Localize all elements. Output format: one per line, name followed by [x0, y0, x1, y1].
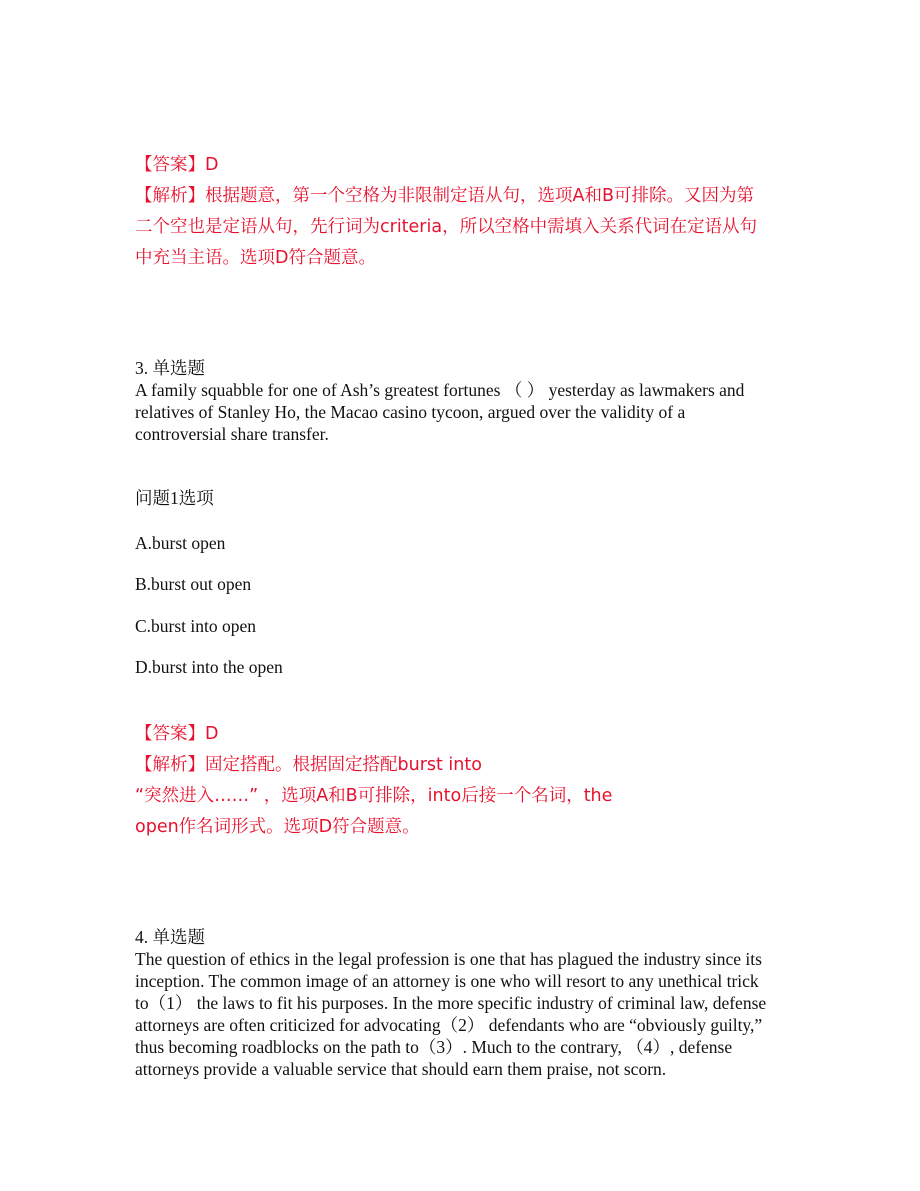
- q3-stem-line-3: controversial share transfer.: [135, 424, 329, 444]
- q2-answer-section: [135, 150, 795, 274]
- q4-question-section: [135, 926, 795, 1080]
- q3-analysis-line-2: “突然进入……” ，选项A和B可排除，into后接一个名词，the: [135, 786, 613, 806]
- q4-heading: 4. 单选题: [135, 927, 205, 947]
- q3-answer-section: [135, 719, 795, 843]
- q4-stem-line-2: inception. The common image of an attorney is one who will resort to any unethical trick: [135, 971, 759, 991]
- q4-stem-line-5: thus becoming roadblocks on the path to（3）. Much to the contrary, （4）, defense: [135, 1037, 733, 1057]
- q4-stem-line-1: The question of ethics in the legal profession is one that has plagued the industry since its: [135, 949, 762, 969]
- q2-analysis-line-3: 中充当主语。选项D符合题意。: [135, 248, 376, 268]
- q3-option-d[interactable]: D.burst into the open: [135, 657, 283, 677]
- q2-analysis-line-1: 【解析】根据题意，第一个空格为非限制定语从句，选项A和B可排除。又因为第: [135, 186, 754, 206]
- q3-stem-line-1: A family squabble for one of Ash’s greatest fortunes （ ） yesterday as lawmakers and: [135, 380, 745, 400]
- q3-option-a[interactable]: A.burst open: [135, 533, 226, 553]
- q3-answer: 【答案】D: [135, 724, 219, 744]
- q4-stem-line-4: attorneys are often criticized for advocating（2） defendants who are “obviously guilty,”: [135, 1015, 763, 1035]
- q3-analysis-line-1: 【解析】固定搭配。根据固定搭配burst into: [135, 755, 482, 775]
- q4-stem-line-3: to（1） the laws to fit his purposes. In the more specific industry of criminal law, defense: [135, 993, 767, 1013]
- q3-question-section: [135, 357, 795, 445]
- q3-heading: 3. 单选题: [135, 358, 205, 378]
- q3-stem-line-2: relatives of Stanley Ho, the Macao casino tycoon, argued over the validity of a: [135, 402, 686, 422]
- q3-analysis-line-3: open作名词形式。选项D符合题意。: [135, 817, 420, 837]
- q4-stem-line-6: attorneys provide a valuable service that should earn them praise, not scorn.: [135, 1059, 667, 1079]
- q2-analysis-line-2: 二个空也是定语从句，先行词为criteria，所以空格中需填入关系代词在定语从句: [135, 217, 758, 237]
- q3-option-b[interactable]: B.burst out open: [135, 574, 252, 594]
- q3-sub-heading: 问题1选项: [135, 488, 214, 508]
- q2-answer: 【答案】D: [135, 155, 219, 175]
- q3-option-c[interactable]: C.burst into open: [135, 616, 257, 636]
